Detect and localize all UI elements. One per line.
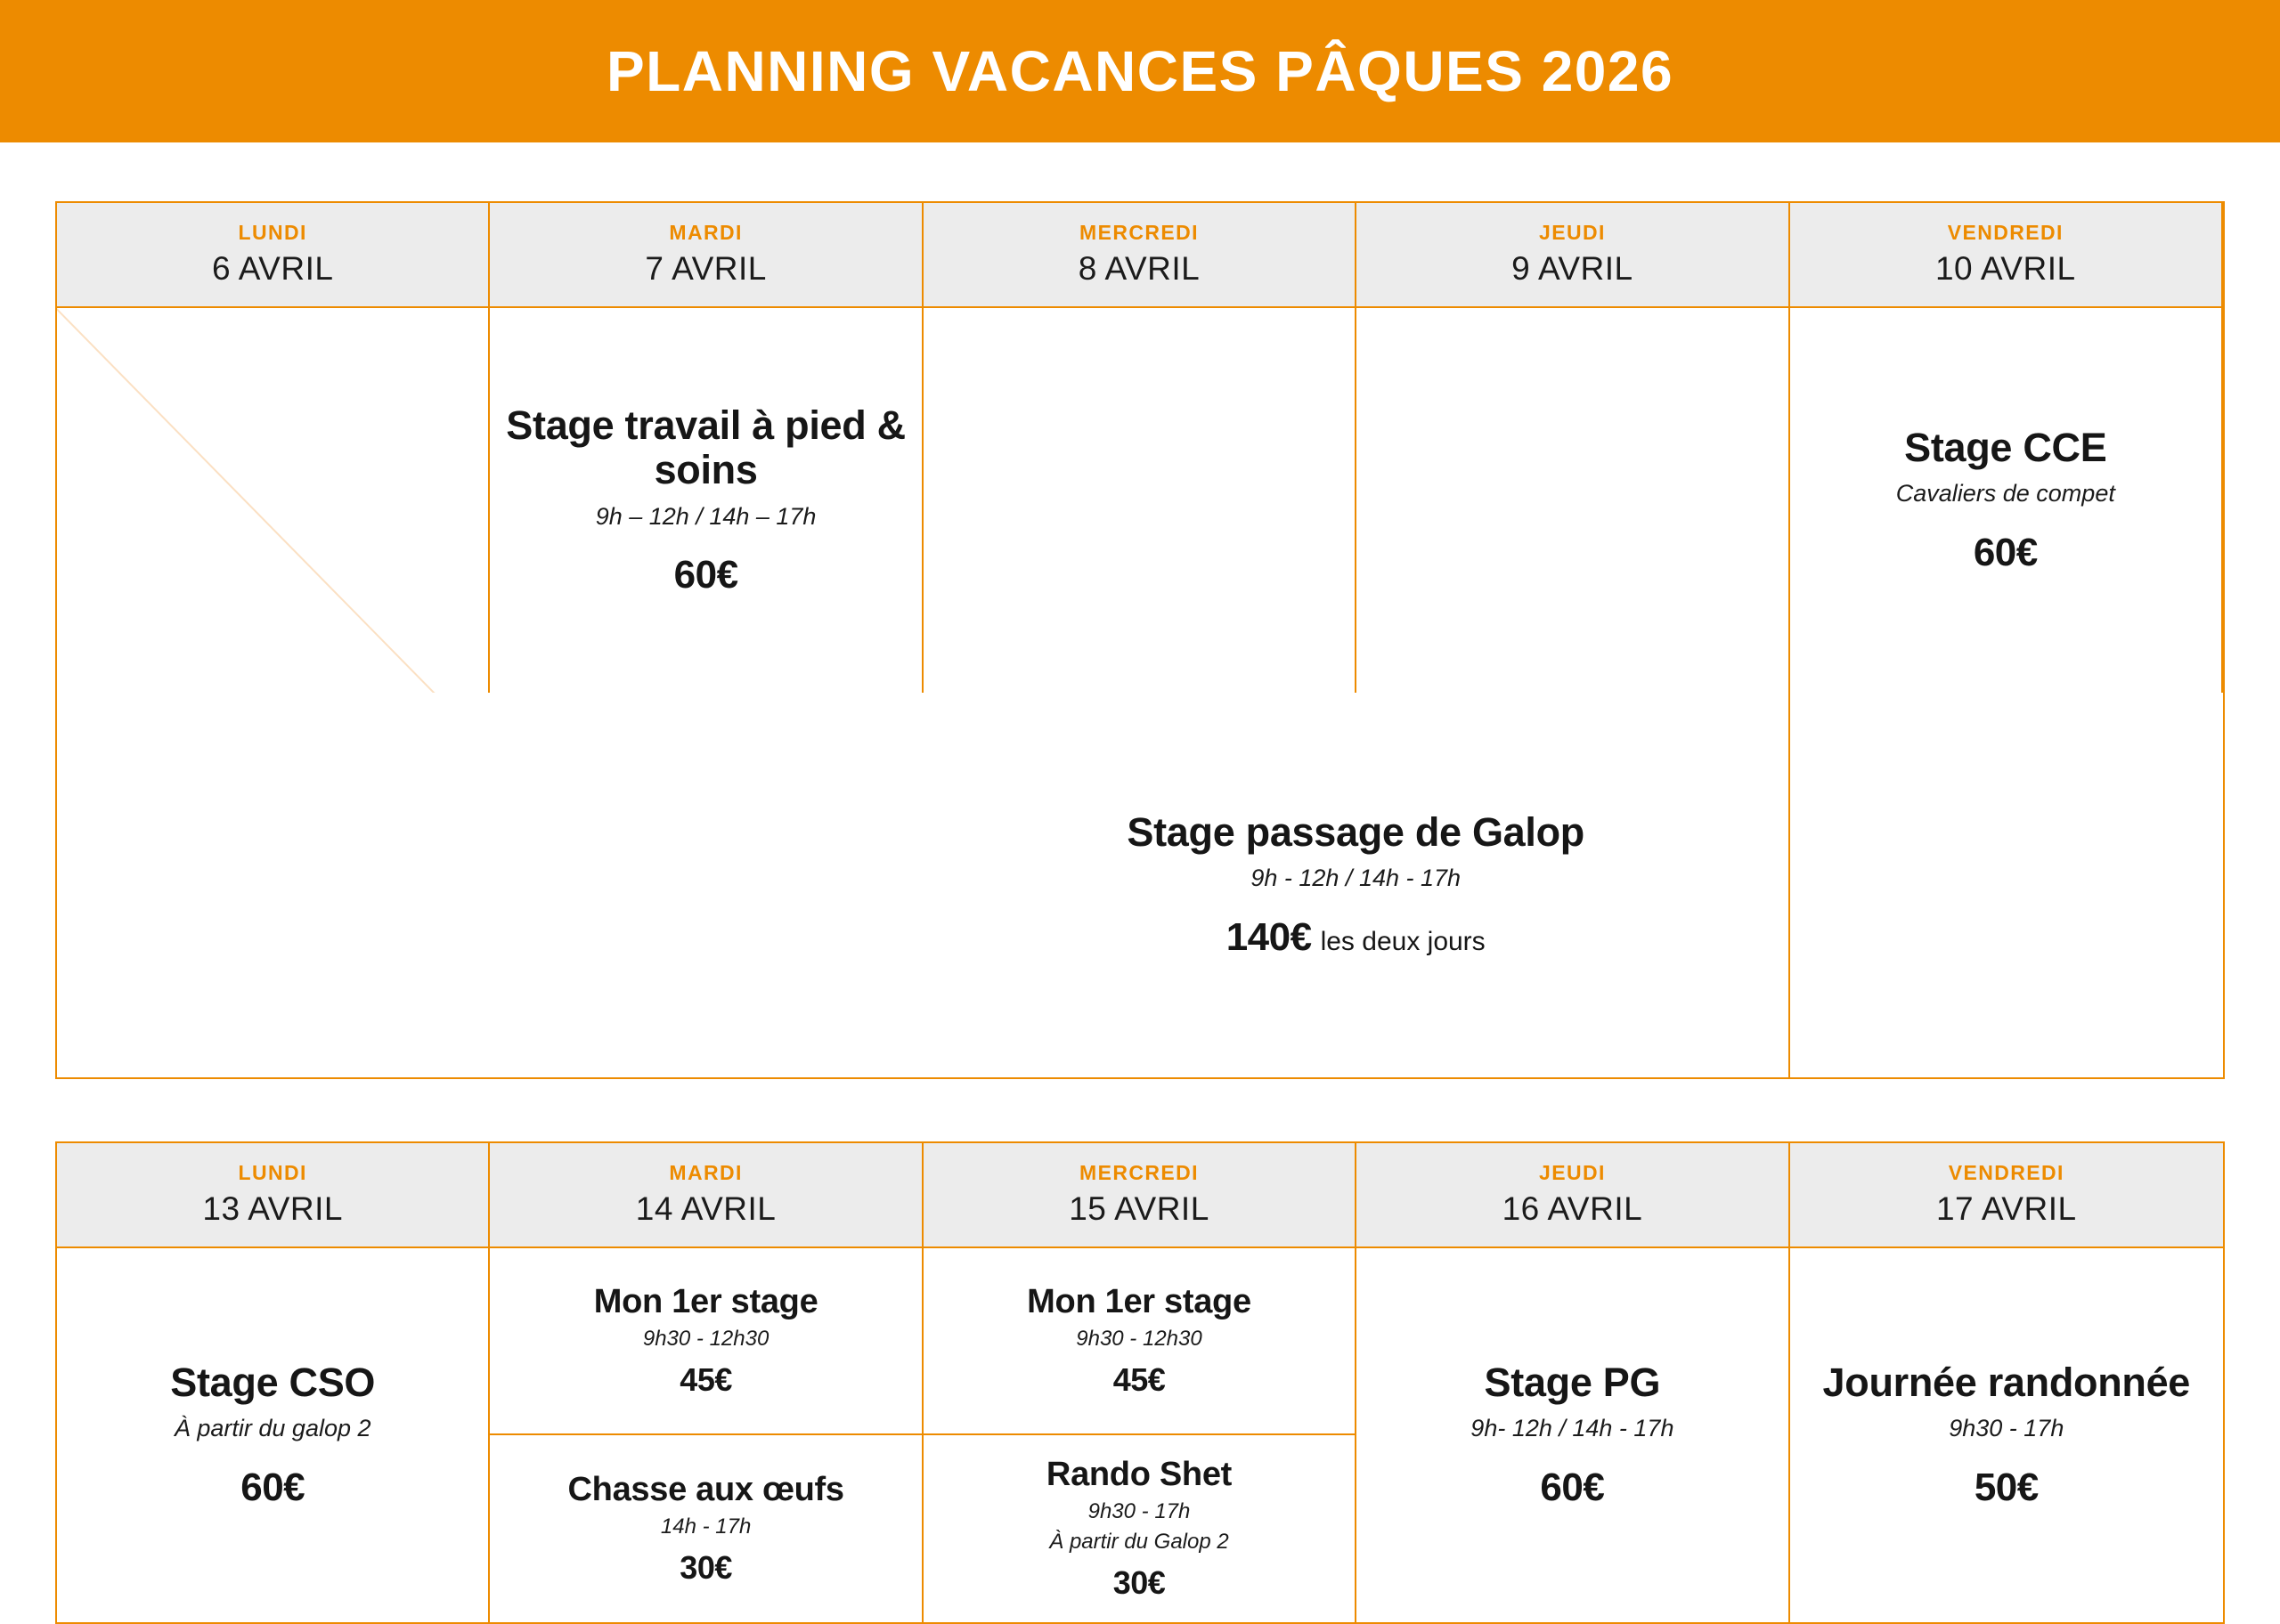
day-name-label: LUNDI bbox=[238, 220, 307, 244]
event-cell-chasse-aux-oeufs bbox=[490, 1435, 921, 1622]
day-header-monday-13 bbox=[57, 1143, 488, 1248]
day-date-label: 8 AVRIL bbox=[1078, 249, 1201, 287]
event-note: À partir du galop 2 bbox=[174, 1415, 371, 1442]
day-name-label: VENDREDI bbox=[1948, 1160, 2064, 1184]
event-cell-mon-1er-stage-wednesday bbox=[924, 1248, 1355, 1435]
event-hours: 9h - 12h / 14h - 17h bbox=[1250, 865, 1462, 892]
day-name-label: MERCREDI bbox=[1079, 1160, 1199, 1184]
event-price: 45€ bbox=[680, 1361, 732, 1399]
day-name-label: MARDI bbox=[669, 220, 743, 244]
event-title: Journée randonnée bbox=[1822, 1359, 2191, 1405]
event-title: Stage CSO bbox=[170, 1359, 376, 1405]
event-price-note: les deux jours bbox=[1320, 927, 1486, 957]
day-header-friday-10 bbox=[1790, 203, 2221, 308]
week-2-column-monday bbox=[57, 1143, 490, 1622]
day-header-tuesday-14 bbox=[490, 1143, 921, 1248]
day-name-label: MERCREDI bbox=[1079, 220, 1199, 244]
event-cell-rando-shet bbox=[924, 1435, 1355, 1622]
event-price: 60€ bbox=[1540, 1466, 1605, 1510]
event-hours: 9h30 - 17h bbox=[1087, 1499, 1191, 1524]
event-price: 30€ bbox=[680, 1549, 732, 1587]
day-date-label: 15 AVRIL bbox=[1069, 1190, 1209, 1227]
event-cell-stage-pg bbox=[1356, 1248, 1787, 1622]
event-price: 50€ bbox=[1974, 1466, 2039, 1510]
day-name-label: VENDREDI bbox=[1947, 220, 2064, 244]
day-date-label: 17 AVRIL bbox=[1935, 1190, 2077, 1227]
event-price: 60€ bbox=[240, 1466, 305, 1510]
week-2-column-thursday bbox=[1356, 1143, 1789, 1622]
day-date-label: 7 AVRIL bbox=[645, 249, 767, 287]
event-hours: 9h30 - 12h30 bbox=[642, 1327, 770, 1352]
week-1-column-tuesday bbox=[490, 203, 923, 693]
event-hours: 9h30 - 12h30 bbox=[1076, 1327, 1202, 1352]
event-title: Chasse aux œufs bbox=[567, 1470, 844, 1508]
day-header-tuesday-7 bbox=[490, 203, 921, 308]
week-2-column-friday bbox=[1790, 1143, 2223, 1622]
day-date-label: 6 AVRIL bbox=[211, 249, 334, 287]
event-cell-stage-travail-a-pied bbox=[490, 308, 921, 693]
week-1-column-wednesday bbox=[924, 203, 1356, 693]
event-price: 60€ bbox=[1973, 531, 2038, 575]
day-date-label: 10 AVRIL bbox=[1934, 249, 2076, 287]
day-date-label: 16 AVRIL bbox=[1502, 1190, 1643, 1227]
event-hours: 9h – 12h / 14h – 17h bbox=[595, 502, 817, 530]
day-header-friday-17 bbox=[1790, 1143, 2223, 1248]
event-title: Stage passage de Galop bbox=[1127, 808, 1584, 855]
planning-sheet bbox=[0, 201, 2280, 1624]
event-cell-stage-cso bbox=[57, 1248, 488, 1622]
week-1-column-thursday bbox=[1356, 203, 1789, 693]
event-hours: 14h - 17h bbox=[660, 1514, 752, 1539]
event-cell-stage-cce bbox=[1790, 308, 2221, 693]
page-header-banner bbox=[0, 0, 2280, 142]
day-header-thursday-9 bbox=[1356, 203, 1787, 308]
event-note: Cavaliers de compet bbox=[1895, 480, 2115, 508]
day-header-wednesday-15 bbox=[924, 1143, 1355, 1248]
event-price: 45€ bbox=[1112, 1361, 1166, 1399]
event-cell-stage-passage-galop-merged bbox=[924, 693, 1790, 1077]
day-header-wednesday-8 bbox=[924, 203, 1355, 308]
event-hours: 9h- 12h / 14h - 17h bbox=[1470, 1415, 1674, 1442]
week-1-table bbox=[55, 201, 2225, 1079]
event-title: Stage travail à pied & soins bbox=[506, 402, 906, 493]
day-name-label: JEUDI bbox=[1539, 1160, 1606, 1184]
event-title: Stage PG bbox=[1484, 1359, 1661, 1405]
week-2-table bbox=[55, 1141, 2225, 1624]
event-title: Mon 1er stage bbox=[1027, 1282, 1251, 1320]
day-date-label: 14 AVRIL bbox=[635, 1190, 777, 1227]
day-name-label: MARDI bbox=[669, 1160, 743, 1184]
week-1-monday-empty-cell bbox=[57, 308, 488, 693]
week-1-column-friday bbox=[1790, 203, 2223, 693]
day-date-label: 9 AVRIL bbox=[1511, 249, 1633, 287]
week-1-column-monday bbox=[57, 203, 490, 693]
day-header-monday-6 bbox=[57, 203, 488, 308]
event-title: Mon 1er stage bbox=[593, 1282, 818, 1320]
event-note: À partir du Galop 2 bbox=[1049, 1530, 1229, 1555]
page-title: PLANNING VACANCES PÂQUES 2026 bbox=[606, 39, 1674, 103]
day-name-label: LUNDI bbox=[238, 1160, 307, 1184]
week-2-column-wednesday bbox=[924, 1143, 1356, 1622]
day-date-label: 13 AVRIL bbox=[202, 1190, 343, 1227]
week-2-column-tuesday bbox=[490, 1143, 923, 1622]
event-cell-mon-1er-stage-tuesday bbox=[490, 1248, 921, 1435]
day-header-thursday-16 bbox=[1356, 1143, 1787, 1248]
event-hours: 9h30 - 17h bbox=[1949, 1415, 2064, 1442]
event-cell-journee-randonnee bbox=[1790, 1248, 2223, 1622]
event-price-row bbox=[1226, 915, 1486, 960]
event-price: 30€ bbox=[1112, 1564, 1166, 1602]
event-title: Stage CCE bbox=[1904, 424, 2107, 470]
event-title: Rando Shet bbox=[1046, 1455, 1233, 1493]
event-price: 60€ bbox=[673, 553, 738, 597]
event-price: 140€ bbox=[1226, 915, 1312, 960]
event-content bbox=[924, 693, 1788, 1077]
day-name-label: JEUDI bbox=[1539, 220, 1606, 244]
